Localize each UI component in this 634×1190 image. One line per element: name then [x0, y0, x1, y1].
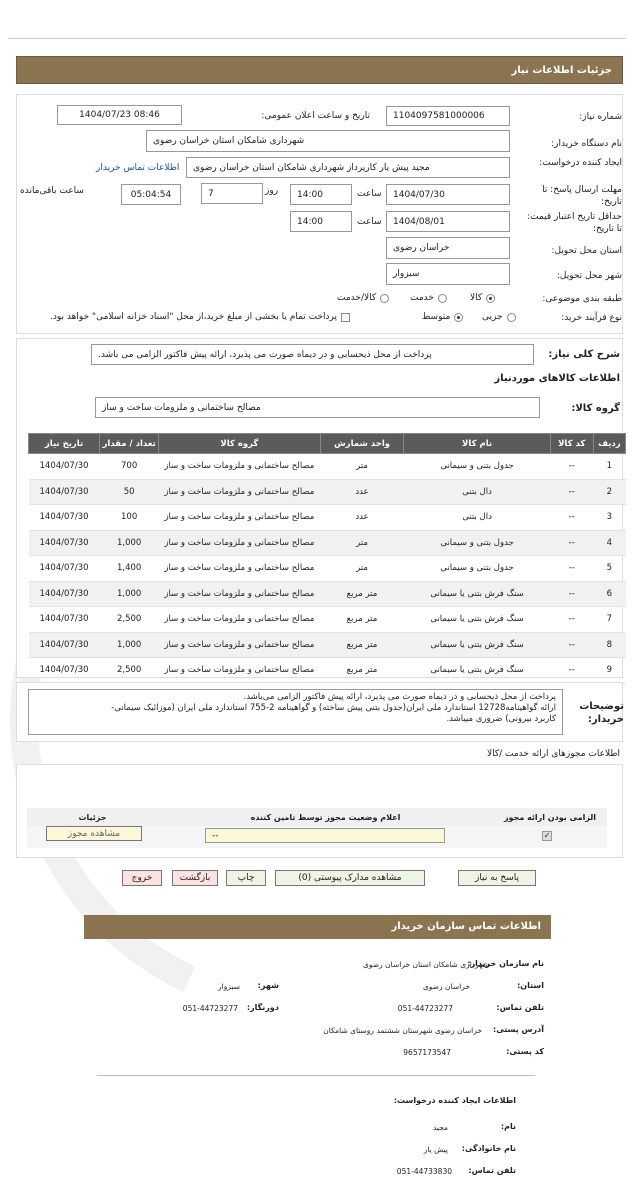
days-field: 7	[201, 183, 263, 204]
table-cell: سنگ فرش بتنی یا سیمانی	[404, 607, 550, 633]
print-button[interactable]: چاپ	[226, 870, 266, 886]
attachments-button[interactable]: مشاهده مدارک پیوستی (0)	[275, 870, 425, 886]
contact-divider	[97, 1075, 535, 1076]
postal-label: کد پستی:	[506, 1047, 544, 1056]
radio-icon	[454, 313, 463, 322]
postal-value: 9657173547	[403, 1048, 451, 1057]
exit-button[interactable]: خروج	[122, 870, 162, 886]
table-row	[29, 479, 626, 505]
table-cell: 2,500	[100, 607, 159, 633]
address-label: آدرس پستی:	[493, 1025, 544, 1034]
category-label: طبقه بندی موضوعی:	[542, 294, 622, 304]
table-cell: دال بتنی	[404, 479, 550, 505]
table-cell: --	[550, 530, 593, 556]
goods-group-label: گروه کالا:	[571, 403, 620, 414]
table-cell: 1404/07/30	[29, 556, 100, 582]
radio-icon	[507, 313, 516, 322]
table-cell: --	[550, 454, 593, 480]
page-title: جزئیات اطلاعات نیاز	[511, 65, 612, 76]
table-cell: 2	[593, 479, 625, 505]
table-cell: --	[550, 556, 593, 582]
table-cell: 4	[593, 530, 625, 556]
remaining-time-field: 05:04:54	[121, 184, 181, 205]
category-option-both[interactable]: کالا/خدمت	[337, 293, 389, 303]
phone-label: تلفن تماس:	[496, 1003, 544, 1012]
table-cell: 1404/07/30	[29, 479, 100, 505]
contact-header	[84, 915, 551, 939]
items-table-wrap	[28, 433, 626, 684]
address-value: خراسان رضوی شهرستان ششتمد روستای شامکان	[323, 1026, 482, 1035]
table-cell: 9	[593, 658, 625, 684]
table-row	[29, 454, 626, 480]
table-cell: مصالح ساختمانی و ملزومات ساخت و ساز	[159, 607, 320, 633]
summary-label: شرح کلی نیاز:	[548, 349, 620, 360]
table-cell: سنگ فرش بتنی یا سیمانی	[404, 632, 550, 658]
category-option-goods[interactable]: کالا	[470, 293, 495, 303]
creator-name-label: نام:	[500, 1122, 516, 1131]
table-cell: عدد	[320, 479, 404, 505]
table-cell: متر	[320, 530, 404, 556]
table-cell: 1404/07/30	[29, 581, 100, 607]
deadline-date-field: 1404/07/30	[386, 184, 510, 205]
validity-date-field: 1404/08/01	[386, 211, 510, 232]
table-row	[29, 632, 626, 658]
table-cell: سنگ فرش بتنی یا سیمانی	[404, 581, 550, 607]
table-cell: 1,000	[100, 581, 159, 607]
days-label: روز	[265, 186, 279, 196]
summary-field: پرداخت از محل ذیحسابی و در دیماه صورت می پذیرد، ارائه پیش فاکتور الزامی می باشد.	[91, 344, 534, 365]
table-cell: 3	[593, 505, 625, 531]
table-cell: مصالح ساختمانی و ملزومات ساخت و ساز	[159, 556, 320, 582]
table-header-cell: گروه کالا	[159, 434, 320, 454]
creator-family-label: نام خانوادگی:	[461, 1144, 516, 1153]
table-cell: --	[550, 581, 593, 607]
table-cell: 6	[593, 581, 625, 607]
table-row	[29, 607, 626, 633]
table-cell: 1	[593, 454, 625, 480]
announce-field: 1404/07/23 08:46	[57, 105, 182, 125]
city-contact-label: شهر:	[257, 981, 279, 990]
table-cell: 1404/07/30	[29, 454, 100, 480]
fax-value: 051-44723277	[182, 1004, 238, 1013]
buyer-notes-box: پرداخت از محل ذیحسابی و در دیماه صورت می پذیرد، ارائه پیش فاکتور الزامی می‌باشد. ارائه گواهینامه12728 استاندارد ملی ایران(جدول بتنی پیش ساخته) و گواهینامه 2-755 استاندارد ملی ایران (موزائیک سیمانی- کاربرد بیرونی) ضروری میباشد.	[28, 689, 563, 735]
process-option-minor[interactable]: جزیی	[482, 312, 516, 322]
creator-family-value: پیش یار	[423, 1145, 448, 1154]
table-cell: مصالح ساختمانی و ملزومات ساخت و ساز	[159, 658, 320, 684]
province-label: استان محل تحویل:	[551, 246, 622, 256]
table-cell: 1,000	[100, 632, 159, 658]
validity-time-field: 14:00	[290, 211, 352, 232]
process-label: نوع فرآیند خرید:	[561, 313, 622, 323]
creator-info-title: اطلاعات ایجاد کننده درخواست:	[393, 1096, 516, 1105]
radio-icon	[380, 294, 389, 303]
table-cell: جدول بتنی و سیمانی	[404, 454, 550, 480]
checkbox-icon	[341, 313, 350, 322]
goods-info-title: اطلاعات کالاهای موردنیاز	[494, 373, 620, 384]
table-cell: مصالح ساختمانی و ملزومات ساخت و ساز	[159, 454, 320, 480]
process-option-medium[interactable]: متوسط	[422, 312, 463, 322]
table-header-cell: ردیف	[593, 434, 625, 454]
table-header-cell: تاریخ نیاز	[29, 434, 100, 454]
table-cell: مصالح ساختمانی و ملزومات ساخت و ساز	[159, 581, 320, 607]
table-cell: 50	[100, 479, 159, 505]
table-cell: 1404/07/30	[29, 658, 100, 684]
table-row	[29, 556, 626, 582]
table-cell: مصالح ساختمانی و ملزومات ساخت و ساز	[159, 530, 320, 556]
table-cell: متر مربع	[320, 581, 404, 607]
table-cell: جدول بتنی و سیمانی	[404, 556, 550, 582]
contact-title: اطلاعات تماس سازمان خریدار	[391, 921, 541, 932]
permits-header: الزامی بودن ارائه مجوز اعلام وضعیت مجوز توسط تامین کننده جزئیات	[27, 808, 607, 826]
table-cell: مصالح ساختمانی و ملزومات ساخت و ساز	[159, 479, 320, 505]
table-cell: متر مربع	[320, 607, 404, 633]
page-header	[16, 56, 623, 84]
creator-name-value: مجید	[432, 1123, 448, 1132]
deadline-label: مهلت ارسال پاسخ: تا تاریخ:	[542, 185, 622, 207]
goods-group-field: مصالح ساختمانی و ملزومات ساخت و ساز	[95, 397, 540, 418]
province-contact-value: خراسان رضوی	[422, 982, 470, 991]
table-header-cell: کد کالا	[550, 434, 593, 454]
table-cell: متر مربع	[320, 658, 404, 684]
table-cell: 700	[100, 454, 159, 480]
table-cell: متر مربع	[320, 632, 404, 658]
buyer-notes-label: توضیحات خریدار:	[579, 701, 624, 725]
buyer-field: شهرداری شامکان استان خراسان رضوی	[146, 130, 510, 152]
permit-status-field: --	[205, 828, 445, 843]
table-cell: 1404/07/30	[29, 632, 100, 658]
announce-label: تاریخ و ساعت اعلان عمومی:	[261, 111, 370, 121]
permits-title: اطلاعات مجوزهای ارائه خدمت /کالا	[486, 749, 620, 759]
table-cell: عدد	[320, 505, 404, 531]
table-cell: متر	[320, 556, 404, 582]
table-cell: --	[550, 607, 593, 633]
table-cell: 7	[593, 607, 625, 633]
top-divider	[8, 38, 626, 39]
table-cell: مصالح ساختمانی و ملزومات ساخت و ساز	[159, 505, 320, 531]
validity-label: حداقل تاریخ اعتبار قیمت: تا تاریخ:	[527, 212, 622, 234]
table-row	[29, 505, 626, 531]
radio-icon	[438, 294, 447, 303]
table-cell: 100	[100, 505, 159, 531]
view-permit-button[interactable]: مشاهده مجوز	[46, 826, 142, 841]
creator-field: مجید پیش یار کارپرداز شهرداری شامکان استان خراسان رضوی	[186, 157, 510, 178]
org-value: شهرداری شامکان استان خراسان رضوی	[363, 960, 489, 969]
reply-button[interactable]: پاسخ به نیاز	[458, 870, 536, 886]
city-label: شهر محل تحویل:	[556, 271, 622, 281]
table-row	[29, 658, 626, 684]
treasury-checkbox[interactable]: پرداخت تمام یا بخشی از مبلغ خرید،از محل "اسناد خزانه اسلامی" خواهد بود.	[50, 312, 350, 322]
table-row	[29, 581, 626, 607]
table-cell: 1404/07/30	[29, 607, 100, 633]
table-cell: 8	[593, 632, 625, 658]
need-number-label: شماره نیاز:	[579, 112, 622, 122]
creator-label: ایجاد کننده درخواست:	[539, 158, 622, 168]
table-header-cell: نام کالا	[404, 434, 550, 454]
table-cell: سنگ فرش بتنی یا سیمانی	[404, 658, 550, 684]
org-label: نام سازمان خریدار:	[467, 959, 544, 968]
phone-value: 051-44723277	[397, 1004, 453, 1013]
table-cell: 1,000	[100, 530, 159, 556]
back-button[interactable]: بازگشت	[172, 870, 218, 886]
category-option-service[interactable]: خدمت	[410, 293, 447, 303]
need-number-field: 1104097581000006	[386, 106, 510, 126]
remaining-label: ساعت باقی‌مانده	[20, 186, 84, 196]
table-cell: 2,500	[100, 658, 159, 684]
buyer-label: نام دستگاه خریدار:	[551, 139, 622, 149]
deadline-time-field: 14:00	[290, 184, 352, 205]
table-cell: --	[550, 658, 593, 684]
required-checkbox-icon: ✓	[543, 831, 551, 840]
table-cell: 1404/07/30	[29, 530, 100, 556]
buyer-contact-link[interactable]: اطلاعات تماس خریدار	[96, 163, 180, 173]
table-cell: مصالح ساختمانی و ملزومات ساخت و ساز	[159, 632, 320, 658]
province-contact-label: استان:	[517, 981, 544, 990]
table-cell: --	[550, 479, 593, 505]
table-cell: 1404/07/30	[29, 505, 100, 531]
table-header-cell: تعداد / مقدار	[100, 434, 159, 454]
table-row	[29, 530, 626, 556]
city-field: سبزوار	[386, 263, 510, 285]
creator-phone-label: تلفن تماس:	[468, 1166, 516, 1175]
creator-phone-value: 051-44733830	[396, 1167, 452, 1176]
radio-icon	[486, 294, 495, 303]
table-cell: جدول بتنی و سیمانی	[404, 530, 550, 556]
table-cell: --	[550, 632, 593, 658]
items-table	[28, 433, 626, 684]
fax-label: دورنگار:	[246, 1003, 279, 1012]
table-cell: 5	[593, 556, 625, 582]
city-contact-value: سبزوار	[217, 982, 240, 991]
deadline-time-label: ساعت	[357, 189, 382, 199]
table-cell: 1,400	[100, 556, 159, 582]
province-field: خراسان رضوی	[386, 237, 510, 259]
table-cell: --	[550, 505, 593, 531]
table-header-cell: واحد شمارش	[320, 434, 404, 454]
validity-time-label: ساعت	[357, 217, 382, 227]
table-cell: متر	[320, 454, 404, 480]
table-cell: دال بتنی	[404, 505, 550, 531]
